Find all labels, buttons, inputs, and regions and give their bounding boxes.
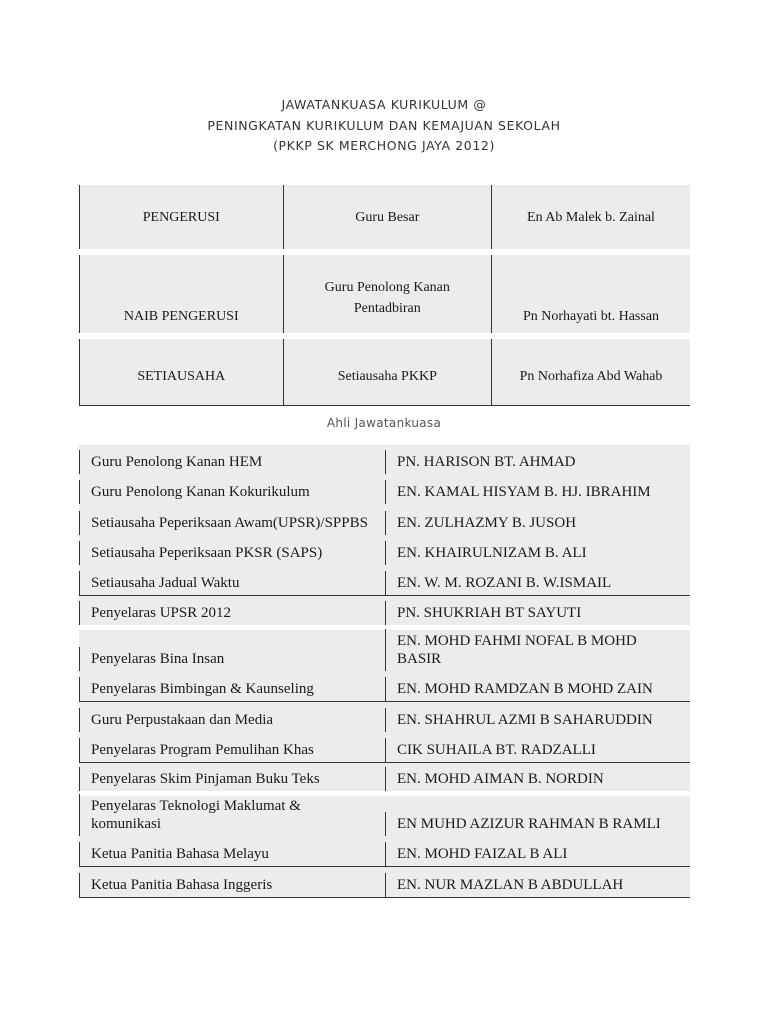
table-row bbox=[79, 867, 690, 898]
member-role: Penyelaras UPSR 2012 bbox=[79, 601, 385, 625]
member-name-text: EN. MOHD FAHMI NOFAL B MOHD BASIR bbox=[397, 633, 637, 667]
table-row bbox=[79, 796, 690, 836]
officer-position: NAIB PENGERUSI bbox=[80, 249, 284, 347]
table-row bbox=[79, 702, 690, 732]
officer-role: Guru Besar bbox=[283, 185, 491, 249]
member-name: EN. MOHD RAMDZAN B MOHD ZAIN bbox=[385, 677, 690, 701]
member-role: Penyelaras Skim Pinjaman Buku Teks bbox=[79, 767, 385, 791]
officer-role-text: Guru Penolong Kanan Pentadbiran bbox=[324, 280, 450, 316]
member-name: PN. SHUKRIAH BT SAYUTI bbox=[385, 601, 690, 625]
title-line-3: (PKKP SK MERCHONG JAYA 2012) bbox=[273, 138, 495, 153]
member-role: Setiausaha Peperiksaan Awam(UPSR)/SPPBS bbox=[79, 511, 385, 535]
member-role: Ketua Panitia Bahasa Melayu bbox=[79, 842, 385, 866]
officer-name: Pn Norhayati bt. Hassan bbox=[492, 249, 691, 347]
member-role bbox=[79, 794, 385, 836]
member-name: EN. MOHD AIMAN B. NORDIN bbox=[385, 767, 690, 791]
member-name bbox=[385, 629, 690, 671]
table-row bbox=[79, 671, 690, 702]
title-line-2: PENINGKATAN KURIKULUM DAN KEMAJUAN SEKOLAH bbox=[207, 117, 561, 133]
table-row bbox=[79, 474, 690, 504]
row-gap bbox=[79, 249, 690, 255]
member-role: Setiausaha Jadual Waktu bbox=[79, 571, 385, 595]
table-row bbox=[79, 630, 690, 671]
member-role: Guru Penolong Kanan Kokurikulum bbox=[79, 480, 385, 504]
member-role: Penyelaras Bimbingan & Kaunseling bbox=[79, 677, 385, 701]
member-name: CIK SUHAILA BT. RADZALLI bbox=[385, 738, 690, 762]
officer-name: En Ab Malek b. Zainal bbox=[492, 185, 691, 249]
members-table bbox=[79, 445, 690, 898]
officer-role: Setiausaha PKKP bbox=[283, 347, 491, 406]
officer-row bbox=[80, 185, 691, 249]
table-row bbox=[79, 504, 690, 535]
table-row bbox=[79, 836, 690, 867]
member-role: Guru Penolong Kanan HEM bbox=[79, 450, 385, 474]
table-row bbox=[79, 596, 690, 625]
document-title bbox=[0, 95, 768, 157]
member-role: Penyelaras Bina Insan bbox=[79, 647, 385, 671]
member-role: Guru Perpustakaan dan Media bbox=[79, 708, 385, 732]
members-heading: Ahli Jawatankuasa bbox=[326, 416, 442, 430]
table-row bbox=[79, 445, 690, 474]
member-name: EN. SHAHRUL AZMI B SAHARUDDIN bbox=[385, 708, 690, 732]
member-name: EN. KAMAL HISYAM B. HJ. IBRAHIM bbox=[385, 480, 690, 504]
officer-position: SETIAUSAHA bbox=[80, 347, 284, 406]
title-line-1: JAWATANKUASA KURIKULUM @ bbox=[281, 97, 487, 112]
member-name: PN. HARISON BT. AHMAD bbox=[385, 450, 690, 474]
table-row bbox=[79, 763, 690, 791]
member-role: Penyelaras Program Pemulihan Khas bbox=[79, 738, 385, 762]
member-name: EN. MOHD FAIZAL B ALI bbox=[385, 842, 690, 866]
member-name: EN. ZULHAZMY B. JUSOH bbox=[385, 511, 690, 535]
table-row bbox=[79, 732, 690, 763]
member-name: EN. NUR MAZLAN B ABDULLAH bbox=[385, 873, 690, 897]
officer-position: PENGERUSI bbox=[80, 185, 284, 249]
officer-row bbox=[80, 347, 691, 406]
table-row bbox=[79, 535, 690, 565]
officers-table bbox=[79, 185, 690, 406]
member-role: Setiausaha Peperiksaan PKSR (SAPS) bbox=[79, 541, 385, 565]
officer-name: Pn Norhafiza Abd Wahab bbox=[492, 347, 691, 406]
member-role: Ketua Panitia Bahasa Inggeris bbox=[79, 873, 385, 897]
row-gap bbox=[79, 333, 690, 339]
member-name: EN MUHD AZIZUR RAHMAN B RAMLI bbox=[385, 812, 690, 836]
member-name: EN. W. M. ROZANI B. W.ISMAIL bbox=[385, 571, 690, 595]
table-row bbox=[79, 565, 690, 596]
member-role-text: Penyelaras Teknologi Maklumat & komunikasi bbox=[91, 798, 301, 832]
member-name: EN. KHAIRULNIZAM B. ALI bbox=[385, 541, 690, 565]
